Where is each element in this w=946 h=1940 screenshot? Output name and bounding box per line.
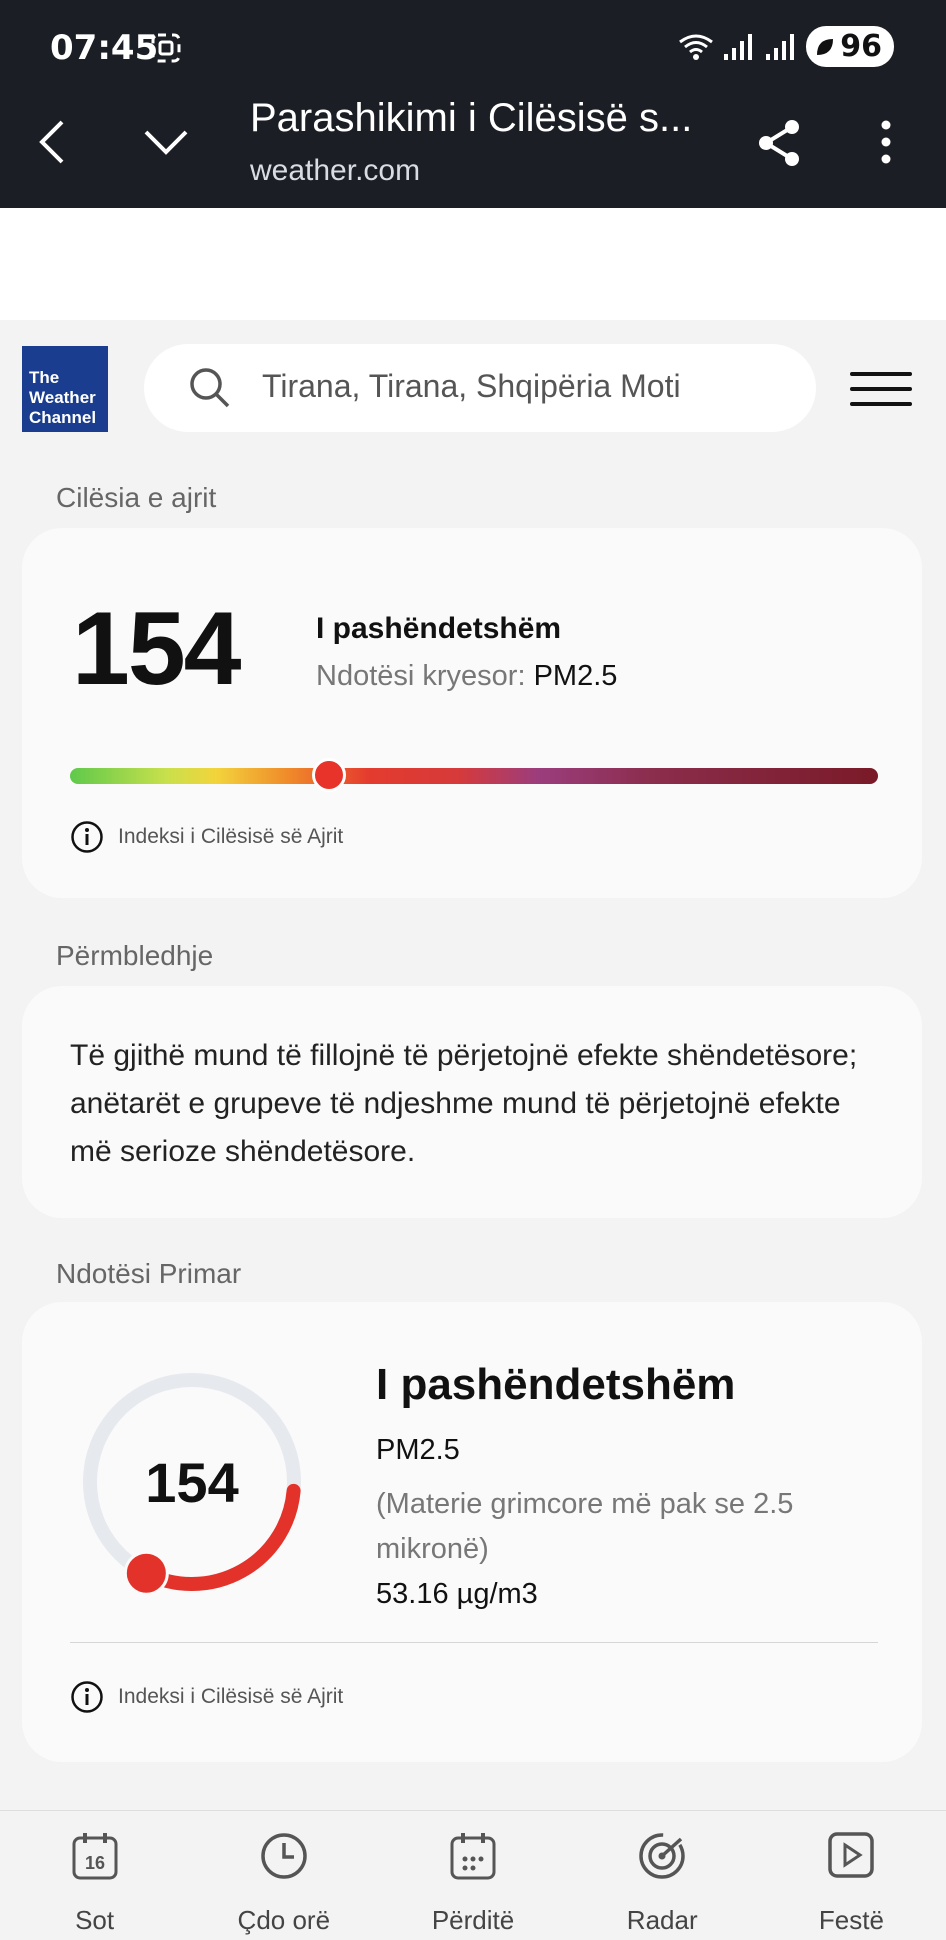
tab-daily-label: Përditë <box>431 1905 515 1935</box>
primary-pollutant-card <box>22 1302 922 1762</box>
pollutant-concentration: 53.16 µg/m3 <box>376 1578 538 1610</box>
info-icon <box>70 820 104 854</box>
share-icon[interactable] <box>756 118 802 168</box>
pollutant-info-link[interactable] <box>70 1680 343 1714</box>
primary-pollutant-section-label: Ndotësi Primar <box>56 1258 242 1289</box>
bottom-navigation <box>0 1810 946 1940</box>
calendar-day-number: 16 <box>84 1853 105 1873</box>
main-pollutant <box>316 660 617 693</box>
air-quality-section-label: Cilësia e ajrit <box>56 482 217 513</box>
aqi-status: I pashëndetshëm <box>316 612 562 645</box>
search-bar[interactable] <box>144 344 816 432</box>
pollutant-index: 154 <box>145 1451 239 1514</box>
radar-icon <box>637 1831 687 1881</box>
tab-today[interactable] <box>0 1811 189 1940</box>
search-icon <box>188 366 232 410</box>
leaf-icon <box>814 36 836 58</box>
tab-daily[interactable] <box>378 1811 567 1940</box>
aqi-info-label: Indeksi i Cilësisë së Ajrit <box>118 825 344 848</box>
status-icons <box>678 26 894 67</box>
summary-section-label: Përmbledhje <box>56 940 214 971</box>
pollutant-status: I pashëndetshëm <box>376 1360 736 1409</box>
tab-today-label: Sot <box>75 1905 115 1935</box>
page-title: Parashikimi i Cilësisë s... <box>250 96 693 140</box>
tab-hourly-label: Çdo orë <box>237 1905 331 1935</box>
page-url: weather.com <box>250 154 421 187</box>
aqi-scale-marker <box>312 758 346 792</box>
divider <box>70 1642 878 1643</box>
pollutant-description: (Materie grimcore më pak se 2.5 mikronë) <box>376 1488 794 1565</box>
info-icon <box>70 1680 104 1714</box>
aqi-scale-bar <box>70 768 878 784</box>
summary-text: Të gjithë mund të fillojnë të përjetojnë efekte shëndetësore; anëtarët e grupeve të ndjeshme mund të përjetojnë efekte më serioze shëndetësore. <box>70 1039 858 1168</box>
calendar-day-icon <box>71 1831 119 1881</box>
play-icon <box>827 1831 875 1879</box>
pollutant-name: PM2.5 <box>376 1434 460 1466</box>
signal-icon-2 <box>764 32 798 62</box>
battery-indicator <box>806 26 894 67</box>
logo-line-1: The <box>29 368 60 387</box>
chevron-down-icon[interactable] <box>142 124 190 160</box>
aqi-value: 154 <box>72 591 240 707</box>
main-pollutant-label: Ndotësi kryesor: <box>316 660 526 692</box>
ring-marker <box>125 1552 167 1594</box>
calendar-dots-icon <box>449 1831 497 1881</box>
signal-icon <box>722 32 756 62</box>
summary-card <box>22 986 922 1218</box>
back-arrow-icon[interactable] <box>36 118 68 166</box>
tab-video[interactable] <box>757 1811 946 1940</box>
air-quality-card <box>22 528 922 898</box>
main-pollutant-value: PM2.5 <box>533 660 618 692</box>
weather-channel-logo[interactable] <box>22 346 108 432</box>
ad-area <box>0 208 946 320</box>
aqi-info-link[interactable] <box>70 820 343 854</box>
battery-level: 96 <box>840 29 882 64</box>
tab-radar-label: Radar <box>626 1905 698 1935</box>
status-time: 07:45 <box>50 28 159 68</box>
wifi-icon <box>678 32 714 62</box>
tab-hourly[interactable] <box>189 1811 378 1940</box>
browser-top-bar <box>0 0 946 208</box>
screen-record-icon <box>150 32 182 64</box>
more-options-icon[interactable] <box>880 120 892 164</box>
pollutant-info-label: Indeksi i Cilësisë së Ajrit <box>118 1685 344 1708</box>
logo-line-2: Weather <box>29 388 96 407</box>
logo-line-3: Channel <box>29 408 97 427</box>
clock-icon <box>259 1831 309 1881</box>
tab-radar[interactable] <box>568 1811 757 1940</box>
menu-icon[interactable] <box>850 372 912 406</box>
search-input[interactable]: Tirana, Tirana, Shqipëria Moti <box>262 368 681 404</box>
tab-video-label: Festë <box>818 1905 884 1935</box>
